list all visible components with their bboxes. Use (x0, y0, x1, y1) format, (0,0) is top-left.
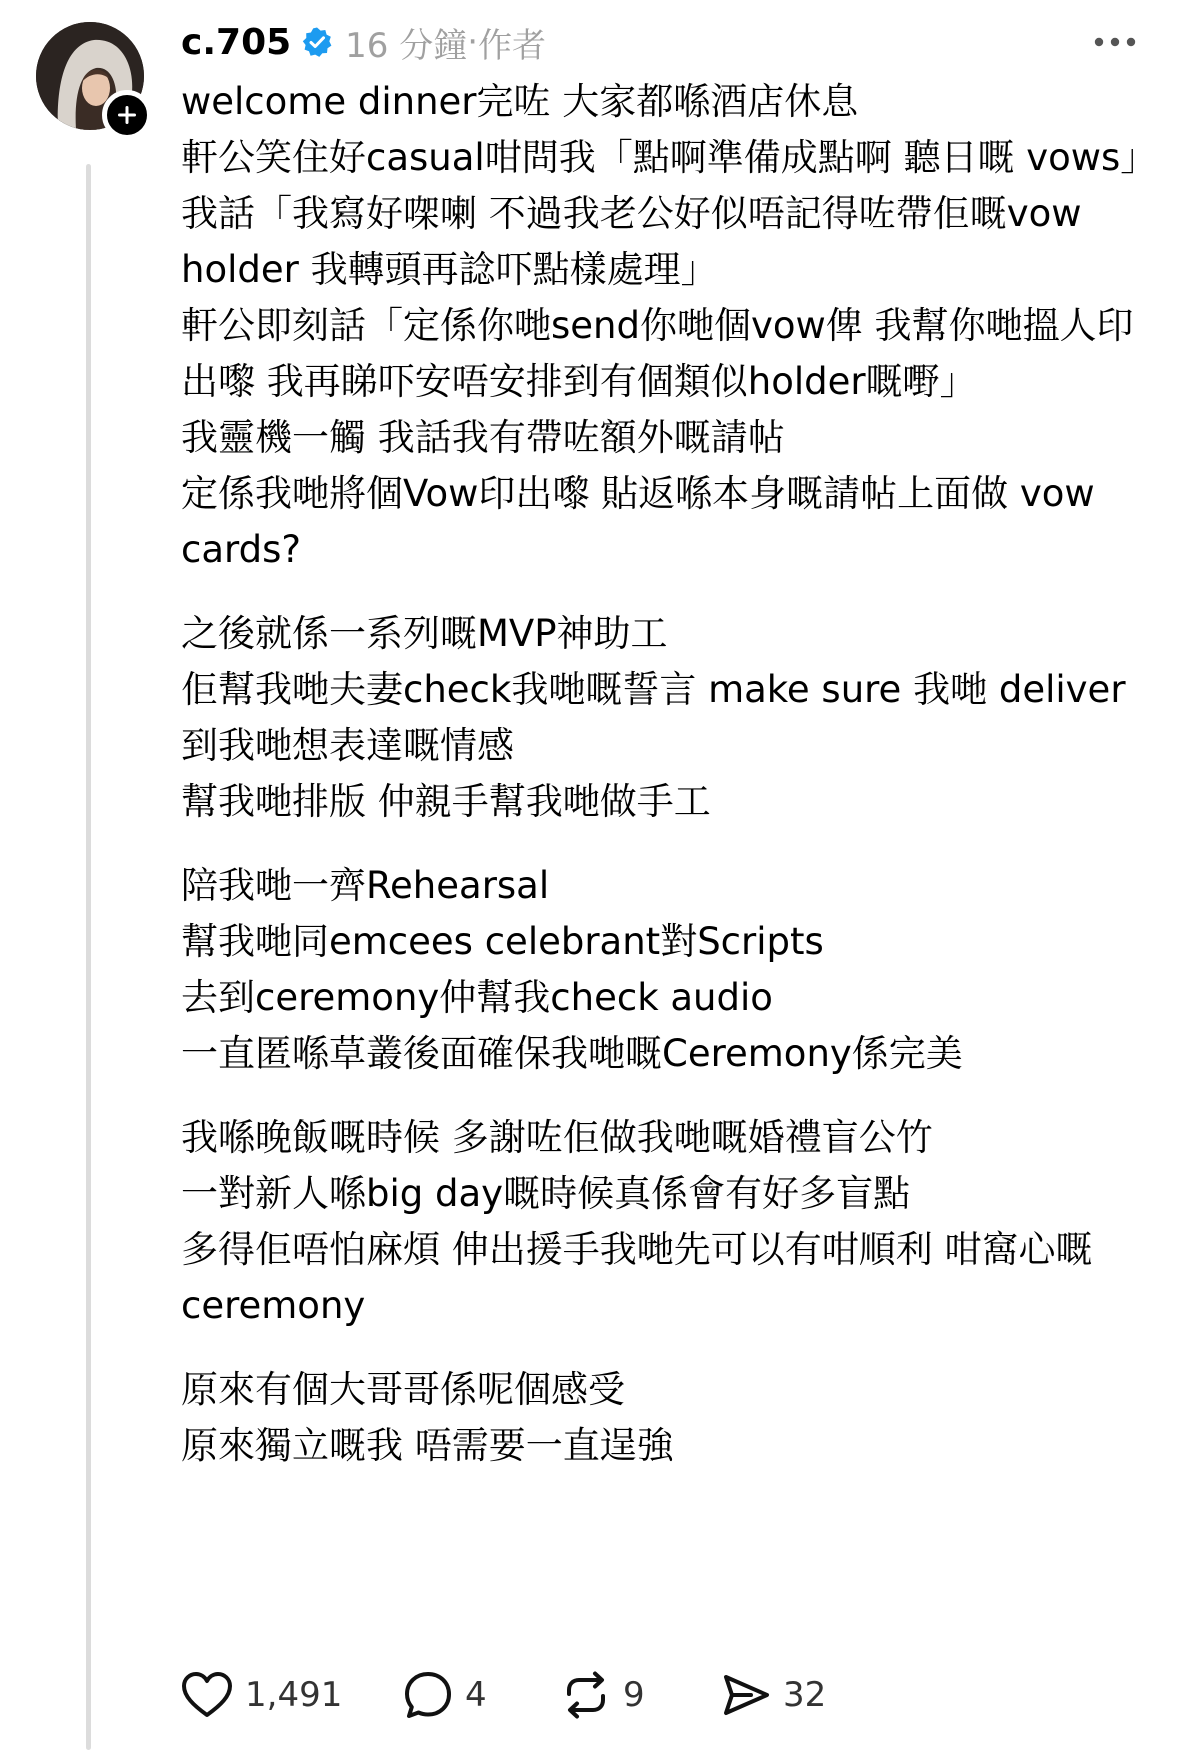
post-body (181, 74, 1156, 1474)
repost-icon (561, 1670, 611, 1720)
post-line: 我靈機一觸 我話我有帶咗額外嘅請帖 (181, 416, 785, 459)
more-horizontal-icon (1094, 37, 1136, 47)
like-count: 1,491 (245, 1675, 343, 1715)
repost-button[interactable] (561, 1670, 721, 1720)
post-line: 定係我哋將個Vow印出嚟 貼返喺本身嘅請帖上面做 vow cards? (181, 472, 1107, 571)
post-line: 我喺晚飯嘅時候 多謝咗佢做我哋嘅婚禮盲公竹 (181, 1116, 933, 1159)
post-line: 一直匿喺草叢後面確保我哋嘅Ceremony係完美 (181, 1032, 963, 1075)
username[interactable]: c.705 (181, 21, 292, 63)
post-line: welcome dinner完咗 大家都喺酒店休息 (181, 80, 859, 123)
repost-count: 9 (623, 1675, 645, 1715)
more-button[interactable] (1090, 26, 1140, 58)
share-count: 32 (783, 1675, 827, 1715)
comment-bubble-icon (403, 1670, 453, 1720)
plus-icon (116, 104, 138, 126)
paragraph-gap (181, 578, 1156, 606)
post-line: 多得佢唔怕麻煩 伸出援手我哋先可以有咁順利 咁窩心嘅ceremony (181, 1228, 1093, 1327)
share-button[interactable] (721, 1670, 861, 1720)
paragraph-gap (181, 830, 1156, 858)
thread-line (86, 164, 91, 1750)
verified-badge-icon (301, 26, 333, 58)
send-icon (721, 1670, 771, 1720)
post-time: 16 分鐘 (345, 25, 468, 66)
post-line: 佢幫我哋夫妻check我哋嘅誓言 make sure 我哋 deliver到我哋想表達嘅情感 (181, 668, 1126, 767)
post-line: 一對新人喺big day嘅時候真係會有好多盲點 (181, 1172, 911, 1215)
post-line: 軒公即刻話「定係你哋send你哋個vow俾 我幫你哋搵人印出嚟 我再睇吓安唔安排到有個類似holder嘅嘢」 (181, 304, 1134, 403)
post-line: 陪我哋一齊Rehearsal (181, 864, 550, 907)
follow-button[interactable] (102, 90, 152, 140)
post-line: 原來獨立嘅我 唔需要一直逞強 (181, 1424, 674, 1467)
like-button[interactable] (181, 1671, 403, 1719)
heart-icon (181, 1671, 233, 1719)
paragraph-gap (181, 1334, 1156, 1362)
author-role-label: 作者 (478, 25, 547, 66)
meta-separator: · (467, 22, 479, 62)
post-line: 幫我哋排版 仲親手幫我哋做手工 (181, 780, 711, 823)
post-line: 軒公笑住好casual咁問我「點啊準備成點啊 聽日嘅 vows」 (181, 136, 1158, 179)
post-header (181, 14, 546, 70)
reply-count: 4 (465, 1675, 487, 1715)
paragraph-gap (181, 1082, 1156, 1110)
post-line: 去到ceremony仲幫我check audio (181, 976, 773, 1019)
reply-button[interactable] (403, 1670, 561, 1720)
post-line: 原來有個大哥哥係呢個感受 (181, 1368, 625, 1411)
post-line: 幫我哋同emcees celebrant對Scripts (181, 920, 824, 963)
post-line: 之後就係一系列嘅MVP神助工 (181, 612, 668, 655)
action-bar (181, 1665, 861, 1725)
post-line: 我話「我寫好㗎喇 不過我老公好似唔記得咗帶佢嘅vow holder 我轉頭再諗吓點樣處理」 (181, 192, 1094, 291)
